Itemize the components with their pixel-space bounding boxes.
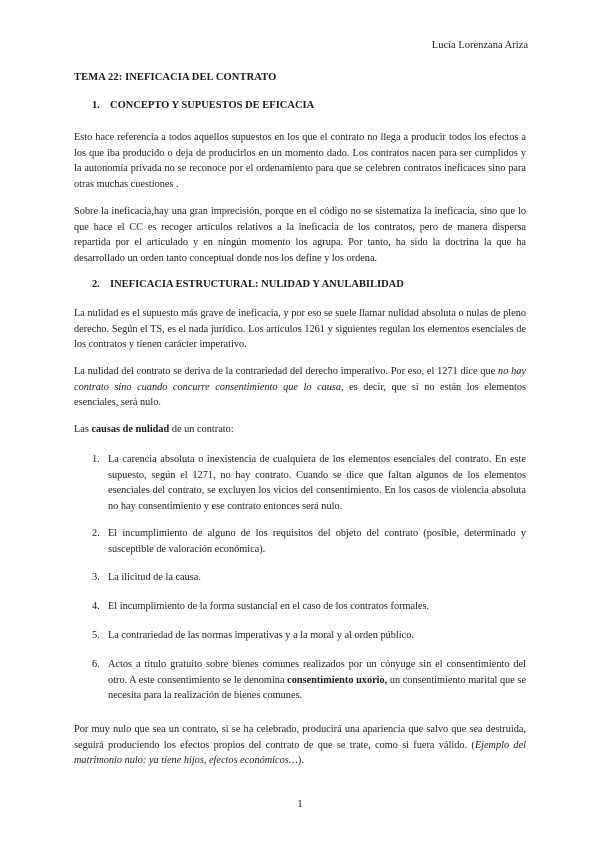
list-item <box>92 657 526 704</box>
list-number: 1. <box>92 454 100 465</box>
paragraph <box>74 422 526 438</box>
text-run: un consentimiento marital que se necesita para la realización de bienes comunes. <box>108 674 527 701</box>
emphasis-bold: consentimiento uxorio, <box>287 674 388 686</box>
paragraph: Sobre la ineficacia,hay una gran imprecisión, porque en el código no se sistematiza la ineficacia, sino que lo que hace el CC es recoger artículos relativos a la ineficacia de los contratos, pero de manera dispersa repartida por el articulado y en ningún momento los agrupa. Por tanto, ha sido la doctrina la que ha desarrollado un orden tanto conceptual donde nos los define y los ordena. <box>74 206 526 264</box>
list-number: 4. <box>92 601 100 612</box>
text-run: de un contrato: <box>169 424 234 435</box>
quote-italic: no hay contrato sino cuando concurre consentimiento que lo causa <box>74 366 526 393</box>
list-text: El incumplimiento de alguno de los requisitos del objeto del contrato (posible, determinado y susceptible de valoración económica). <box>108 528 526 555</box>
list-number: 5. <box>92 630 100 641</box>
list-item <box>92 599 526 615</box>
list-text <box>108 657 526 704</box>
author-name: Lucía Lorenzana Ariza <box>431 40 528 51</box>
list-item <box>92 526 526 557</box>
paragraph: Esto hace referencia a todos aquellos supuestos en los que el contrato no llega a producir todos los efectos a los que iba producido o deja de producirlos en un momento dado. Los contratos nacen para ser cumplidos y la autonomía privada no se reconoce por el ordenamiento para que se celebren contratos ineficaces sino para otras muchas cuestiones . <box>74 132 526 190</box>
paragraph <box>74 364 526 411</box>
list-item <box>92 452 526 514</box>
section-title: INEFICACIA ESTRUCTURAL: NULIDAD Y ANULABILIDAD <box>110 279 404 290</box>
text-run: ). <box>297 755 304 766</box>
page-number: 1 <box>297 798 303 810</box>
example-italic: Ejemplo del matrimonio nulo: ya tiene hijos, efectos económicos… <box>74 739 527 766</box>
text-run: Por muy nulo que sea un contrato, si se ha celebrado, producirá una apariencia que salvo que sea destruida, seguirá produciendo los efectos propios del contrato de que se trate, como si fuera válido. ( <box>74 724 526 751</box>
list-number: 6. <box>92 659 100 670</box>
text-run: Las <box>74 424 92 435</box>
list-text: El incumplimiento de la forma sustancial en el caso de los contratos formales. <box>108 601 430 612</box>
section-title: CONCEPTO Y SUPUESTOS DE EFICACIA <box>110 100 315 111</box>
list-text: La ilicitud de la causa. <box>108 572 201 583</box>
list-item <box>92 570 526 586</box>
section-number: 1. <box>92 100 100 111</box>
paragraph: La nulidad es el supuesto más grave de ineficacia, y por eso se suele llamar nulidad absoluta o nulas de pleno derecho. Según el TS, es el nada jurídico. Los artículos 1261 y siguientes regulan los elementos esenciales de los contratos y tienen carácter imperativo. <box>74 308 526 350</box>
list-item <box>92 628 526 644</box>
document-title: TEMA 22: INEFICACIA DEL CONTRATO <box>74 72 277 83</box>
list-text: La contrariedad de las normas imperativas y a la moral y al orden público. <box>108 630 414 641</box>
list-text: La carencia absoluta o inexistencia de cualquiera de los elementos esenciales del contrato. En este supuesto, según el 1271, no hay contrato. Cuando se dice que faltan algunos de los elementos esenciales del contrato, se excluyen los vicios del consentimiento. En los casos de violencia absoluta no hay consentimiento y ese contrato entonces será nulo. <box>108 454 526 512</box>
text-run: , es decir, que si no están los elementos esenciales, será nulo. <box>74 381 526 408</box>
list-number: 3. <box>92 572 100 583</box>
paragraph <box>74 722 526 769</box>
text-run: Actos a título gratuito sobre bienes comunes realizados por un cónyuge sin el consentimiento del otro. A este consentimiento se le denomina <box>108 659 526 686</box>
emphasis-bold: causas de nulidad <box>91 424 170 435</box>
section-heading-2 <box>92 277 404 293</box>
section-number: 2. <box>92 279 100 290</box>
section-heading-1 <box>92 98 314 114</box>
text-run: La nulidad del contrato se deriva de la contrariedad del derecho imperativo. Por eso, el 1271 dice que <box>74 366 499 377</box>
list-number: 2. <box>92 528 100 539</box>
